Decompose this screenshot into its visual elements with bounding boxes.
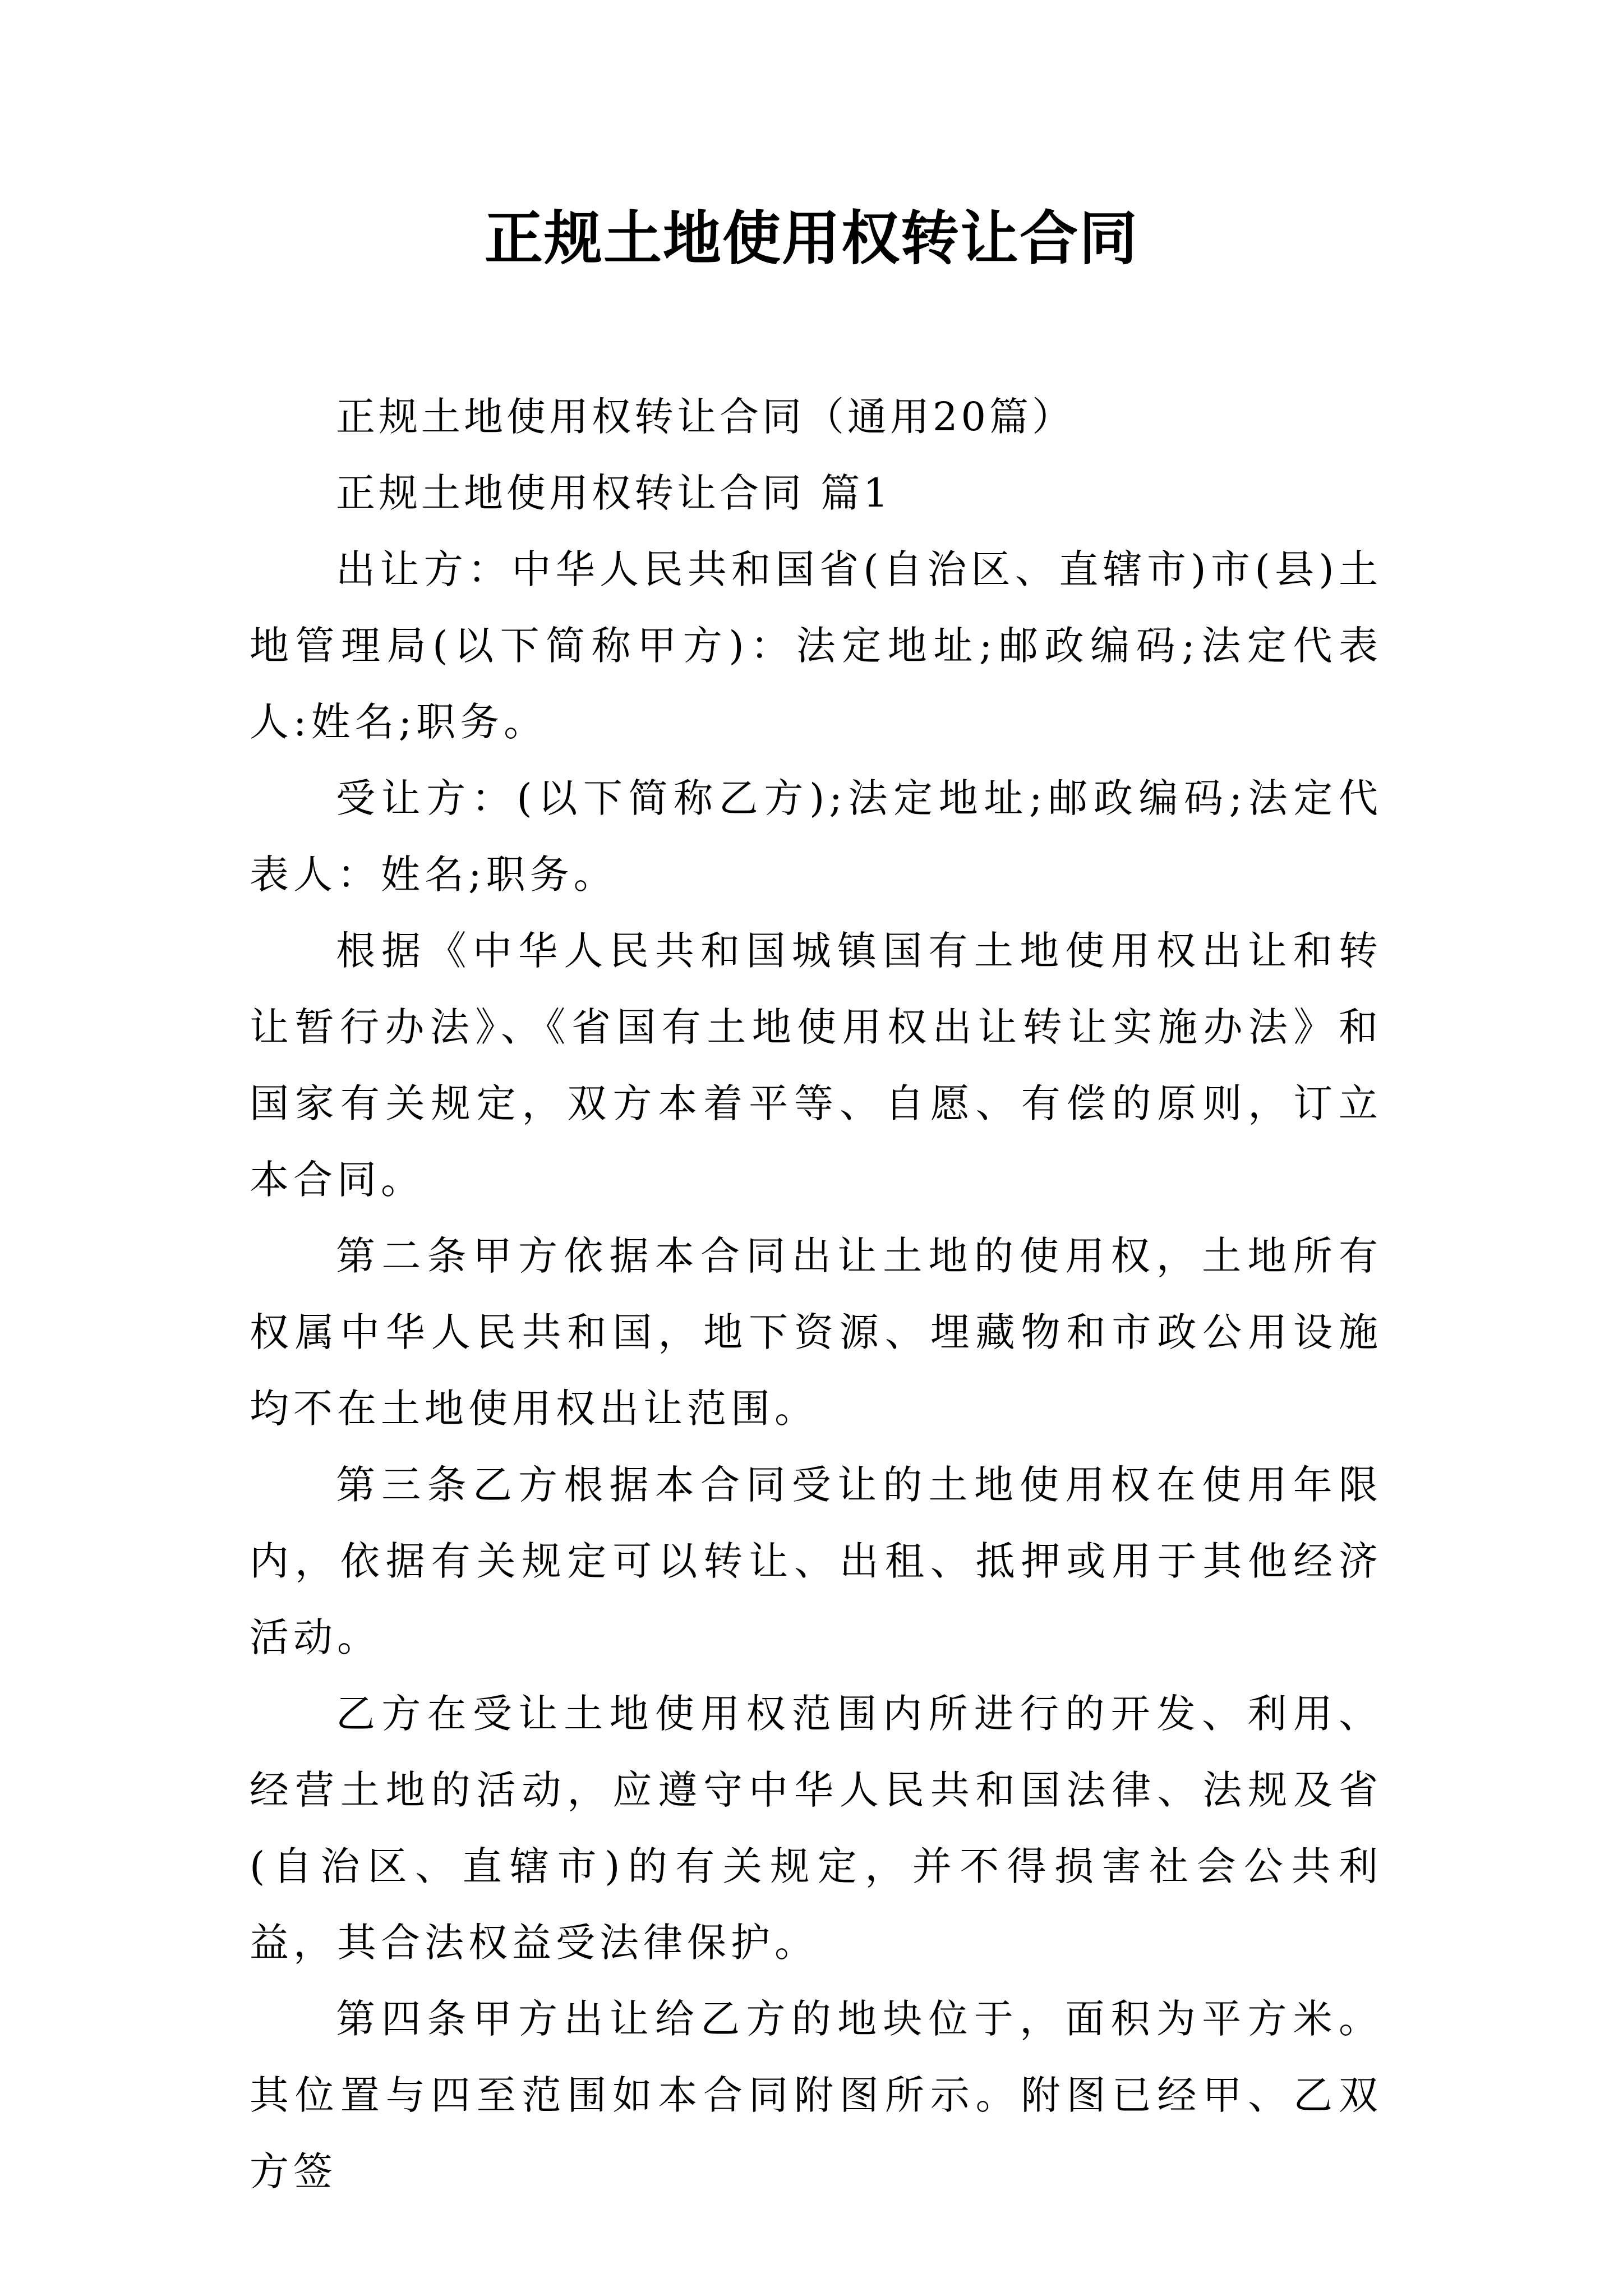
- paragraph-transferee: 受让方：(以下简称乙方);法定地址;邮政编码;法定代表人：姓名;职务。: [250, 775, 1382, 898]
- paragraph-basis: 根据《中华人民共和国城镇国有土地使用权出让和转让暂行办法》、《省国有土地使用权出让转让实施办法》和国家有关规定，双方本着平等、自愿、有偿的原则，订立本合同。: [250, 928, 1382, 1203]
- paragraph-article-2: 第二条甲方依据本合同出让土地的使用权，土地所有权属中华人民共和国，地下资源、埋藏物和市政公用设施均不在土地使用权出让范围。: [250, 1233, 1382, 1432]
- document-title: 正规土地使用权转让合同: [484, 204, 1138, 273]
- document-subtitle: 正规土地使用权转让合同（通用20篇）: [336, 394, 1075, 440]
- paragraph-article-3-cont: 乙方在受让土地使用权范围内所进行的开发、利用、经营土地的活动，应遵守中华人民共和国法律、法规及省(自治区、直辖市)的有关规定，并不得损害社会公共利益，其合法权益受法律保护。: [250, 1691, 1382, 1966]
- paragraph-article-4: 第四条甲方出让给乙方的地块位于，面积为平方米。其位置与四至范围如本合同附图所示。附图已经甲、乙双方签: [250, 1996, 1382, 2194]
- paragraph-article-3: 第三条乙方根据本合同受让的土地使用权在使用年限内，依据有关规定可以转让、出租、抵押或用于其他经济活动。: [250, 1462, 1382, 1660]
- section-heading: 正规土地使用权转让合同 篇1: [336, 470, 892, 516]
- paragraph-transferor: 出让方：中华人民共和国省(自治区、直辖市)市(县)土地管理局(以下简称甲方)：法定地址;邮政编码;法定代表人:姓名;职务。: [250, 546, 1382, 745]
- document-body: [250, 379, 1382, 2210]
